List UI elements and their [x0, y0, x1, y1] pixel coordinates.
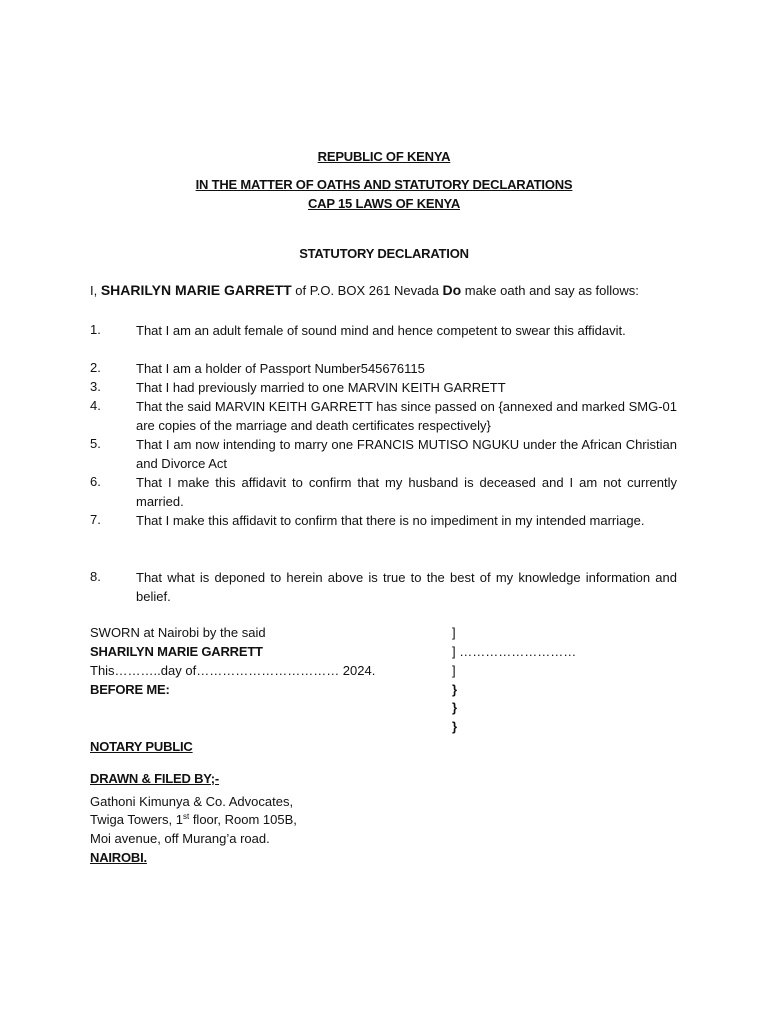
item-number: 7.	[90, 512, 101, 527]
item-number: 3.	[90, 379, 101, 394]
intro-pre: I,	[90, 283, 101, 298]
intro-line	[90, 282, 639, 298]
brace: }	[452, 700, 457, 715]
firm-building-pre: Twiga Towers, 1	[90, 812, 183, 827]
jurat-declarant-name: SHARILYN MARIE GARRETT	[90, 644, 263, 659]
item-text: That I am an adult female of sound mind and hence competent to swear this affidavit.	[136, 323, 626, 338]
item-text: That I am now intending to marry one FRANCIS MUTISO NGUKU under the African Christian and Divorce Act	[136, 437, 677, 471]
item-number: 1.	[90, 322, 101, 337]
item-text: That I am a holder of Passport Number545676115	[136, 361, 425, 376]
item-number: 2.	[90, 360, 101, 375]
date-line: This………..day of…………………………… 2024.	[90, 663, 376, 678]
item-number: 8.	[90, 569, 101, 584]
brace: }	[452, 719, 457, 734]
cap-heading: CAP 15 LAWS OF KENYA	[307, 196, 461, 211]
bracket: ]	[452, 663, 456, 678]
item-text: That I make this affidavit to confirm that there is no impediment in my intended marriage.	[136, 513, 645, 528]
item-text: That I had previously married to one MARVIN KEITH GARRETT	[136, 380, 506, 395]
intro-address: of P.O. BOX 261 Nevada	[291, 283, 443, 298]
bracket: ]	[452, 625, 456, 640]
notary-public-label: NOTARY PUBLIC	[90, 739, 193, 754]
before-me-label: BEFORE ME:	[90, 682, 170, 697]
matter-heading: IN THE MATTER OF OATHS AND STATUTORY DECLARATIONS	[195, 177, 573, 192]
item-number: 4.	[90, 398, 101, 413]
brace: }	[452, 682, 457, 697]
item-text: That I make this affidavit to confirm that my husband is deceased and I am not currently married.	[136, 475, 677, 509]
item-number: 6.	[90, 474, 101, 489]
item-text: That what is deponed to herein above is true to the best of my knowledge information and belief.	[136, 570, 677, 604]
firm-street: Moi avenue, off Murang’a road.	[90, 831, 270, 846]
intro-post: make oath and say as follows:	[461, 283, 639, 298]
drawn-filed-heading: DRAWN & FILED BY;-	[90, 771, 220, 786]
sworn-line: SWORN at Nairobi by the said	[90, 625, 266, 640]
signature-line: ] ………………………	[452, 644, 577, 659]
firm-city: NAIROBI.	[90, 850, 147, 865]
document-title: STATUTORY DECLARATION	[299, 246, 469, 261]
intro-do: Do	[442, 282, 462, 298]
ordinal-suffix: st	[182, 812, 190, 821]
item-number: 5.	[90, 436, 101, 451]
firm-building-post: floor, Room 105B,	[189, 812, 297, 827]
firm-building	[90, 812, 297, 827]
declarant-name: SHARILYN MARIE GARRETT	[100, 282, 292, 298]
firm-name: Gathoni Kimunya & Co. Advocates,	[90, 794, 294, 809]
item-text: That the said MARVIN KEITH GARRETT has since passed on {annexed and marked SMG-01 are copies of the marriage and death certificates respectively}	[136, 399, 677, 433]
republic-heading: REPUBLIC OF KENYA	[317, 149, 451, 164]
